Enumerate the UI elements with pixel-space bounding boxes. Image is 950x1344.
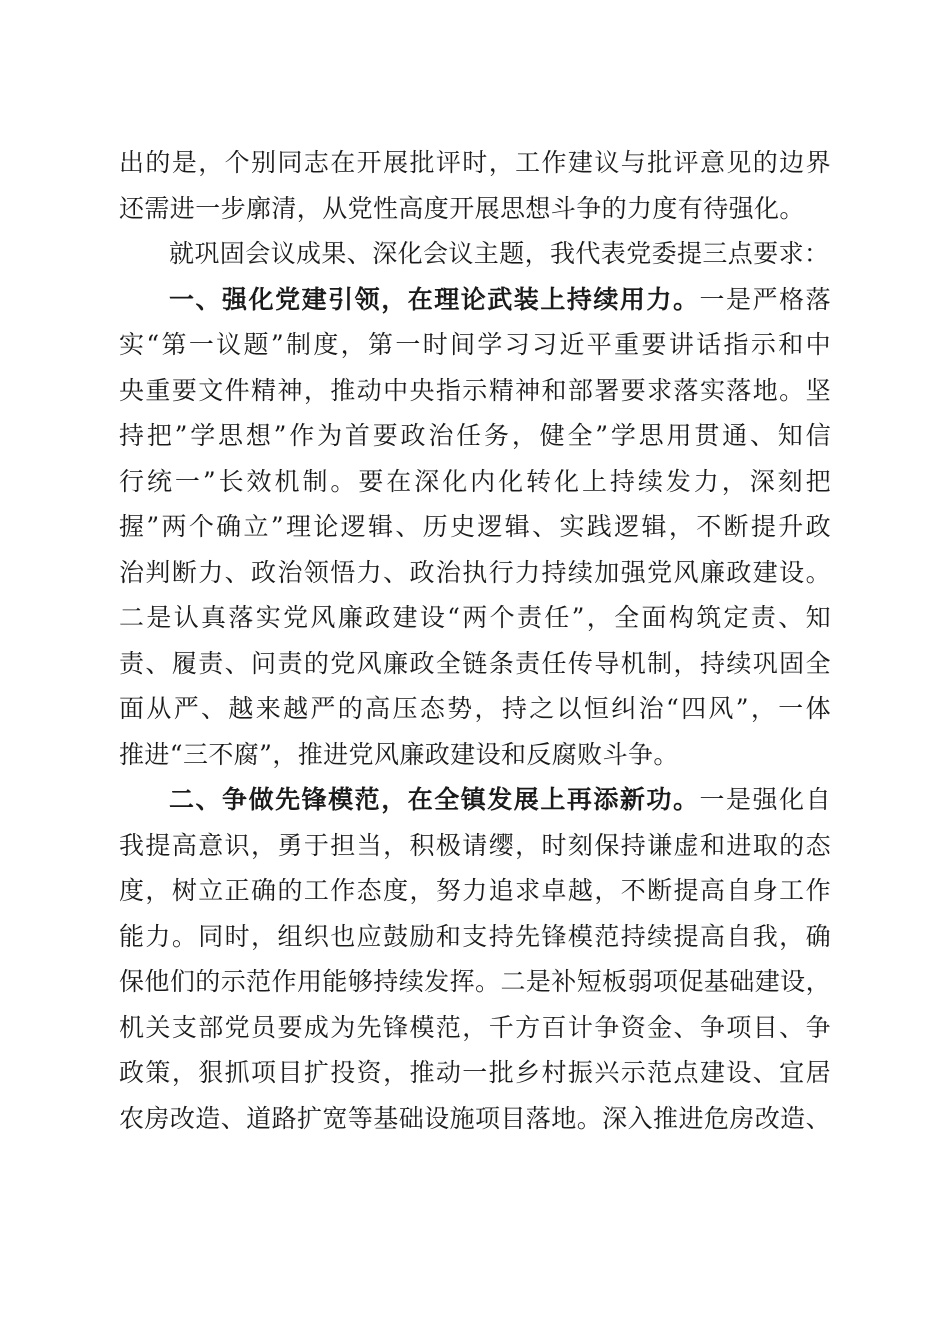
- section-two-opening-line: [119, 777, 831, 823]
- section-one-opening-line: [119, 277, 831, 323]
- text-segment: 一是强化自: [699, 785, 831, 814]
- text-line: 责、履责、问责的党风廉政全链条责任传导机制，持续巩固全: [119, 648, 831, 678]
- text-line: 农房改造、道路扩宽等基础设施项目落地。深入推进危房改造、: [119, 1103, 831, 1133]
- text-line: 还需进一步廓清，从党性高度开展思想斗争的力度有待强化。: [119, 193, 805, 223]
- text-line: 我提高意识，勇于担当，积极请缨，时刻保持谦虚和进取的态: [119, 830, 831, 860]
- text-segment: 一是严格落: [699, 284, 831, 314]
- text-line: 央重要文件精神，推动中央指示精神和部署要求落实落地。坚: [119, 375, 831, 405]
- text-line: 出的是，个别同志在开展批评时，工作建议与批评意见的边界: [119, 148, 831, 177]
- document-body: [119, 140, 831, 1141]
- text-line: 度，树立正确的工作态度，努力追求卓越，不断提高自身工作: [119, 876, 831, 905]
- text-line: 持把”学思想”作为首要政治任务，健全”学思用贯通、知信: [119, 421, 831, 450]
- section-heading-two: 二、争做先锋模范，在全镇发展上再添新功。: [169, 785, 700, 814]
- text-line: 保他们的示范作用能够持续发挥。二是补短板弱项促基础建设，: [119, 967, 831, 996]
- text-line: 行统一”长效机制。要在深化内化转化上持续发力，深刻把: [119, 466, 831, 496]
- text-line: 治判断力、政治领悟力、政治执行力持续加强党风廉政建设。: [119, 557, 831, 587]
- text-line: 握”两个确立”理论逻辑、历史逻辑、实践逻辑，不断提升政: [119, 512, 831, 541]
- text-line: 二是认真落实党风廉政建设“两个责任”，全面构筑定责、知: [119, 603, 831, 632]
- text-line: 面从严、越来越严的高压态势，持之以恒纠治“四风”，一体: [119, 694, 831, 723]
- text-line: 机关支部党员要成为先锋模范，千方百计争资金、争项目、争: [119, 1012, 831, 1042]
- text-line: 政策，狠抓项目扩投资，推动一批乡村振兴示范点建设、宜居: [119, 1058, 831, 1087]
- text-line: 推进“三不腐”，推进党风廉政建设和反腐败斗争。: [119, 739, 679, 769]
- text-line: 实“第一议题”制度，第一时间学习习近平重要讲话指示和中: [119, 330, 831, 359]
- text-line: 就巩固会议成果、深化会议主题，我代表党委提三点要求：: [169, 239, 830, 268]
- text-line: 能力。同时，组织也应鼓励和支持先锋模范持续提高自我，确: [119, 921, 831, 951]
- section-heading-one: 一、强化党建引领，在理论武装上持续用力。: [169, 284, 700, 314]
